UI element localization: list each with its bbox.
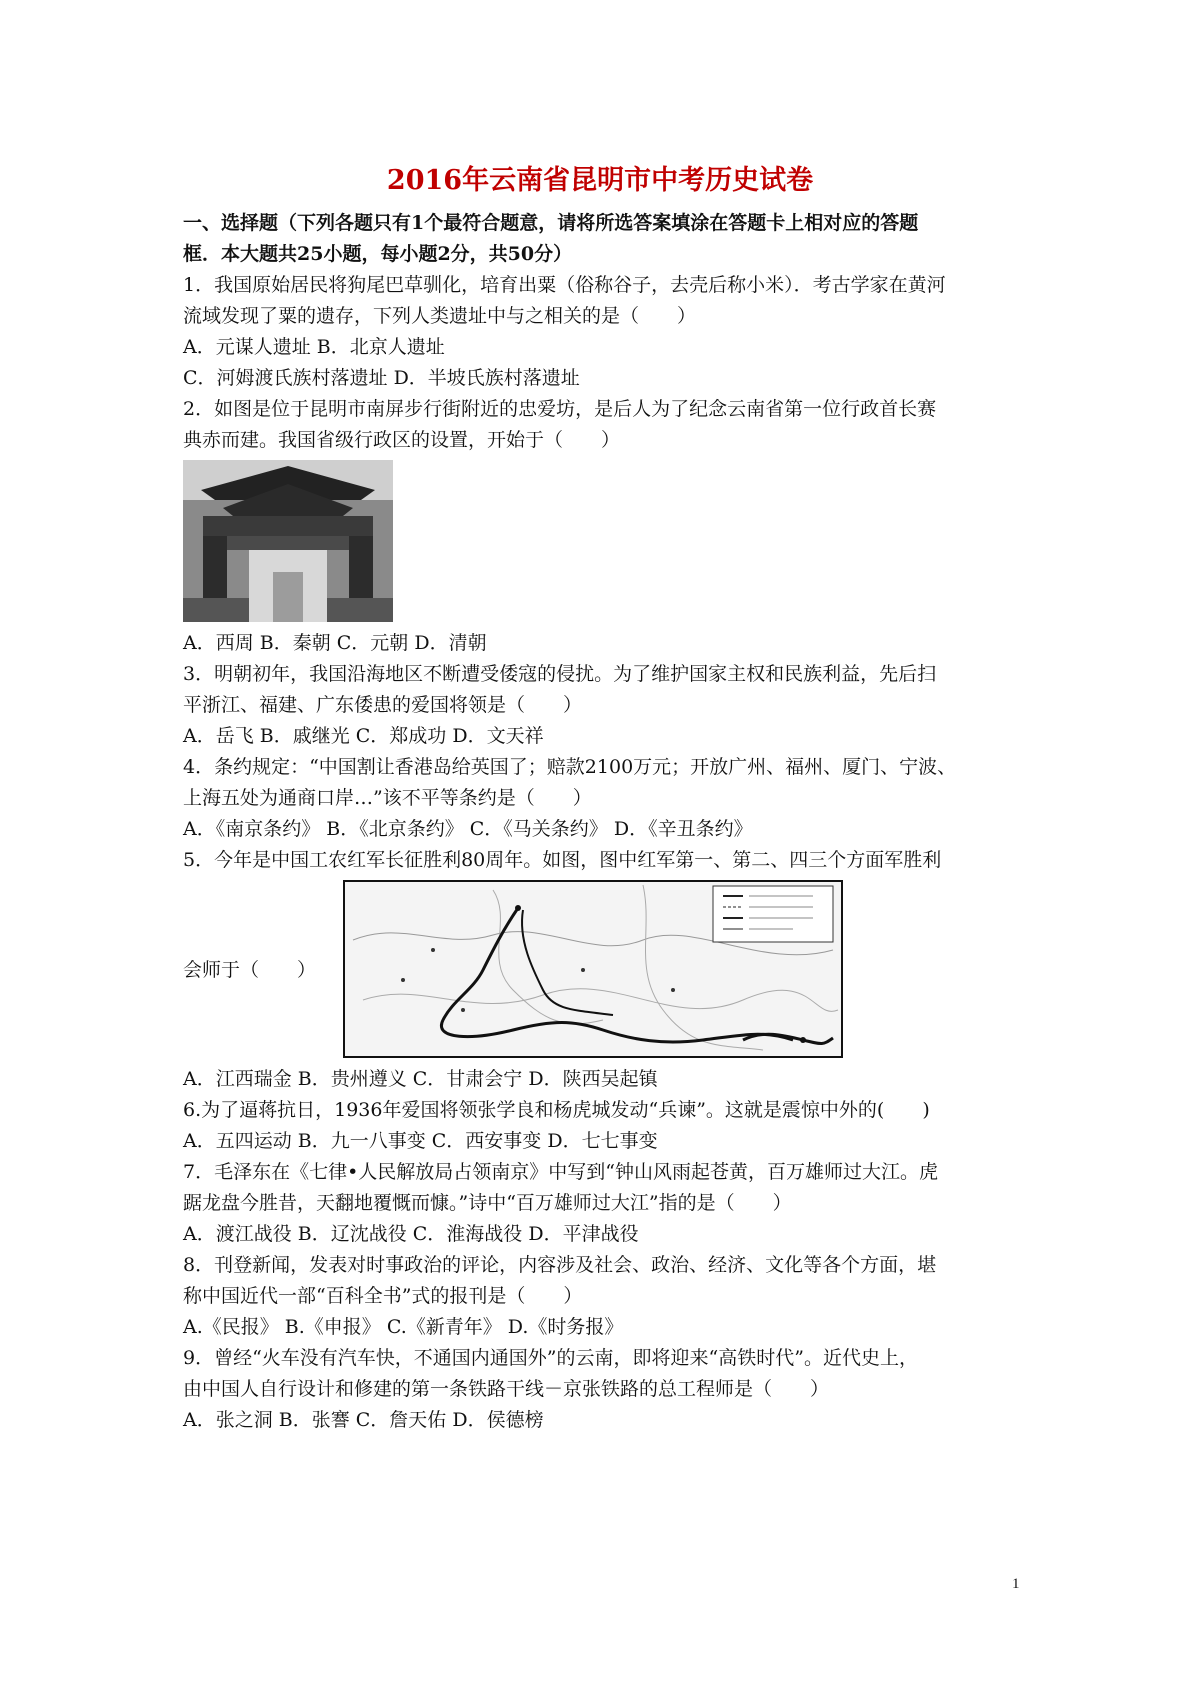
question-8 xyxy=(183,1250,1033,1343)
question-options: A．五四运动 B．九一八事变 C．西安事变 D．七七事变 xyxy=(183,1130,658,1152)
question-options: A．《南京条约》 B．《北京条约》 C．《马关条约》 D．《辛丑条约》 xyxy=(183,818,753,840)
exam-content xyxy=(183,208,1033,1436)
route-map-image xyxy=(343,880,843,1058)
question-options: A．张之洞 B．张謇 C．詹天佑 D．侯德榜 xyxy=(183,1409,544,1431)
question-stem: 由中国人自行设计和修建的第一条铁路干线－京张铁路的总工程师是（ ） xyxy=(183,1378,830,1400)
question-stem: 5．今年是中国工农红军长征胜利80周年。如图，图中红军第一、第二、四三个方面军胜利 xyxy=(183,849,942,871)
question-stem: 上海五处为通商口岸…”该不平等条约是（ ） xyxy=(183,787,592,809)
question-2 xyxy=(183,394,1033,659)
question-stem: 3．明朝初年，我国沿海地区不断遭受倭寇的侵扰。为了维护国家主权和民族利益，先后扫 xyxy=(183,663,937,685)
question-stem: 8．刊登新闻，发表对时事政治的评论，内容涉及社会、政治、经济、文化等各个方面，堪 xyxy=(183,1254,937,1276)
question-stem-tail: 会师于（ ） xyxy=(183,958,317,981)
question-6 xyxy=(183,1095,1033,1157)
page-number: 1 xyxy=(1012,1576,1020,1592)
question-options: A．西周 B．秦朝 C．元朝 D．清朝 xyxy=(183,632,487,654)
question-stem: 流域发现了粟的遗存，下列人类遗址中与之相关的是（ ） xyxy=(183,305,697,327)
question-3 xyxy=(183,659,1033,752)
long-march-map xyxy=(343,880,843,1062)
question-stem: 称中国近代一部“百科全书”式的报刊是（ ） xyxy=(183,1285,583,1307)
question-options: A.《民报》 B.《申报》 C.《新青年》 D.《时务报》 xyxy=(183,1316,624,1338)
exam-title: 2016年云南省昆明市中考历史试卷 xyxy=(386,165,814,196)
question-stem: 7．毛泽东在《七律•人民解放局占领南京》中写到“钟山风雨起苍黄，百万雄师过大江。虎 xyxy=(183,1161,939,1183)
question-stem: 踞龙盘今胜昔，天翻地覆慨而慷。”诗中“百万雄师过大江”指的是（ ） xyxy=(183,1192,792,1214)
question-stem: 9．曾经“火车没有汽车快，不通国内通国外”的云南，即将迎来“高铁时代”。近代史上， xyxy=(183,1347,918,1369)
section-heading-cont: 框．本大题共25小题，每小题2分，共50分） xyxy=(183,243,573,265)
question-1 xyxy=(183,270,1033,394)
archway-image xyxy=(183,460,393,622)
question-options: A．岳飞 B．戚继光 C．郑成功 D．文天祥 xyxy=(183,725,544,747)
section-heading: 一、选择题（下列各题只有1个最符合题意，请将所选答案填涂在答题卡上相对应的答题 xyxy=(183,212,919,234)
question-options: A．元谋人遗址 B．北京人遗址 xyxy=(183,336,445,358)
question-options: C．河姆渡氏族村落遗址 D．半坡氏族村落遗址 xyxy=(183,367,580,389)
question-5 xyxy=(183,845,1033,1095)
question-options: A．渡江战役 B．辽沈战役 C．淮海战役 D．平津战役 xyxy=(183,1223,639,1245)
question-options: A．江西瑞金 B．贵州遵义 C．甘肃会宁 D．陕西吴起镇 xyxy=(183,1068,658,1090)
question-stem: 1．我国原始居民将狗尾巴草驯化，培育出粟（俗称谷子，去壳后称小米）．考古学家在黄河 xyxy=(183,274,946,296)
question-stem: 平浙江、福建、广东倭患的爱国将领是（ ） xyxy=(183,694,583,716)
question-4 xyxy=(183,752,1033,845)
question-stem: 4．条约规定：“中国割让香港岛给英国了；赔款2100万元；开放广州、福州、厦门、宁波、 xyxy=(183,756,957,778)
memorial-archway-photo xyxy=(183,460,1033,626)
question-stem: 典赤而建。我国省级行政区的设置，开始于（ ） xyxy=(183,429,621,451)
question-stem: 2．如图是位于昆明市南屏步行街附近的忠爱坊，是后人为了纪念云南省第一位行政首长赛 xyxy=(183,398,937,420)
question-9 xyxy=(183,1343,1033,1436)
question-stem: 6.为了逼蒋抗日，1936年爱国将领张学良和杨虎城发动“兵谏”。这就是震惊中外的( ) xyxy=(183,1099,930,1121)
question-7 xyxy=(183,1157,1033,1250)
